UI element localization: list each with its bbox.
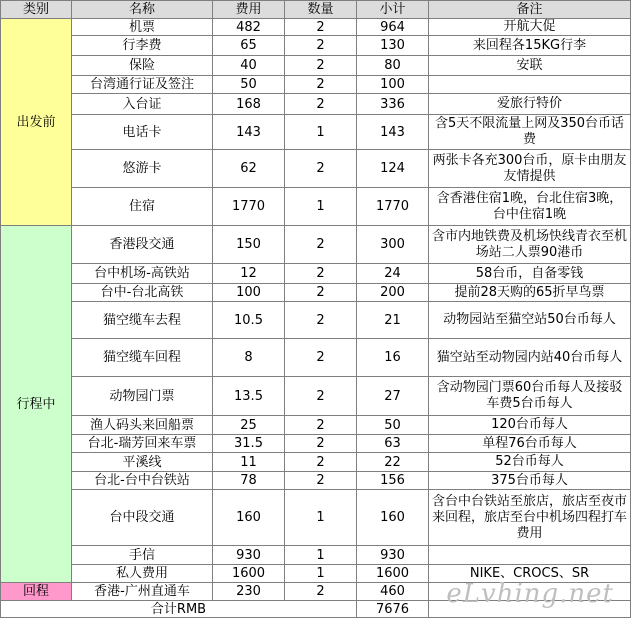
table-row — [1, 302, 631, 339]
row-qty: 2 — [285, 264, 357, 284]
row-name: 动物园门票 — [72, 377, 213, 416]
category-depart: 出发前 — [1, 19, 72, 226]
row-note: 动物园站至猫空站50台币每人 — [429, 302, 631, 339]
row-name: 香港-广州直通车 — [72, 583, 213, 601]
row-note: 120台币每人 — [429, 416, 631, 435]
row-qty: 2 — [285, 284, 357, 302]
row-cost: 25 — [213, 416, 285, 435]
row-name: 电话卡 — [72, 115, 213, 150]
row-note: 提前28天购的65折早鸟票 — [429, 284, 631, 302]
row-name: 入台证 — [72, 94, 213, 115]
row-note: 开航大促 — [429, 19, 631, 36]
row-note: 58台币，自备零钱 — [429, 264, 631, 284]
row-cost: 482 — [213, 19, 285, 36]
row-cost: 31.5 — [213, 435, 285, 453]
row-subtotal: 200 — [357, 284, 429, 302]
row-subtotal: 460 — [357, 583, 429, 601]
row-subtotal: 100 — [357, 76, 429, 94]
table-row — [1, 416, 631, 435]
row-subtotal: 124 — [357, 150, 429, 188]
row-qty: 2 — [285, 56, 357, 76]
row-name: 台中机场-高铁站 — [72, 264, 213, 284]
row-qty: 2 — [285, 94, 357, 115]
row-name: 私人费用 — [72, 565, 213, 583]
row-subtotal: 27 — [357, 377, 429, 416]
row-cost: 62 — [213, 150, 285, 188]
row-name: 保险 — [72, 56, 213, 76]
row-cost: 50 — [213, 76, 285, 94]
row-qty: 2 — [285, 435, 357, 453]
table-row — [1, 115, 631, 150]
row-cost: 143 — [213, 115, 285, 150]
row-note: NIKE、CROCS、SR — [429, 565, 631, 583]
row-cost: 1770 — [213, 188, 285, 226]
row-qty: 2 — [285, 76, 357, 94]
row-qty: 2 — [285, 416, 357, 435]
row-cost: 10.5 — [213, 302, 285, 339]
row-subtotal: 80 — [357, 56, 429, 76]
total-row — [1, 601, 631, 618]
row-note: 含台中台铁站至旅店，旅店至夜市来回程，旅店至台中机场四程打车费用 — [429, 490, 631, 546]
row-name: 平溪线 — [72, 453, 213, 472]
row-qty: 1 — [285, 546, 357, 565]
table-row — [1, 188, 631, 226]
row-qty: 1 — [285, 565, 357, 583]
total-note-empty — [429, 601, 631, 618]
row-cost: 1600 — [213, 565, 285, 583]
total-label: 合计RMB — [1, 601, 357, 618]
table-row — [1, 56, 631, 76]
row-cost: 168 — [213, 94, 285, 115]
table-row — [1, 377, 631, 416]
row-cost: 230 — [213, 583, 285, 601]
row-qty: 2 — [285, 36, 357, 56]
table-row — [1, 453, 631, 472]
row-qty: 1 — [285, 115, 357, 150]
table-row — [1, 36, 631, 56]
category-trip: 行程中 — [1, 226, 72, 583]
row-name: 香港段交通 — [72, 226, 213, 264]
row-name: 手信 — [72, 546, 213, 565]
row-subtotal: 143 — [357, 115, 429, 150]
total-value: 7676 — [357, 601, 429, 618]
row-cost: 100 — [213, 284, 285, 302]
row-qty: 1 — [285, 188, 357, 226]
row-subtotal: 336 — [357, 94, 429, 115]
row-note: 猫空站至动物园内站40台币每人 — [429, 339, 631, 377]
header-cost: 费用 — [213, 1, 285, 19]
row-cost: 13.5 — [213, 377, 285, 416]
row-note — [429, 583, 631, 601]
row-cost: 12 — [213, 264, 285, 284]
row-note: 安联 — [429, 56, 631, 76]
row-subtotal: 156 — [357, 472, 429, 490]
row-name: 猫空缆车回程 — [72, 339, 213, 377]
row-cost: 40 — [213, 56, 285, 76]
row-subtotal: 22 — [357, 453, 429, 472]
row-name: 台北-瑞芳回来车票 — [72, 435, 213, 453]
row-subtotal: 1770 — [357, 188, 429, 226]
row-note: 52台币每人 — [429, 453, 631, 472]
table-row — [1, 490, 631, 546]
row-qty: 2 — [285, 339, 357, 377]
row-name: 台湾通行证及签注 — [72, 76, 213, 94]
row-subtotal: 160 — [357, 490, 429, 546]
category-return: 回程 — [1, 583, 72, 601]
row-note: 375台币每人 — [429, 472, 631, 490]
row-subtotal: 1600 — [357, 565, 429, 583]
header-note: 备注 — [429, 1, 631, 19]
row-cost: 11 — [213, 453, 285, 472]
row-name: 渔人码头来回船票 — [72, 416, 213, 435]
row-cost: 150 — [213, 226, 285, 264]
row-qty: 2 — [285, 226, 357, 264]
table-row — [1, 76, 631, 94]
row-subtotal: 300 — [357, 226, 429, 264]
row-qty: 2 — [285, 583, 357, 601]
row-note — [429, 76, 631, 94]
table-row — [1, 583, 631, 601]
row-subtotal: 964 — [357, 19, 429, 36]
row-subtotal: 930 — [357, 546, 429, 565]
table-row — [1, 472, 631, 490]
row-qty: 2 — [285, 453, 357, 472]
table-row — [1, 546, 631, 565]
row-qty: 2 — [285, 19, 357, 36]
table-row — [1, 19, 631, 36]
header-row — [1, 1, 631, 19]
row-name: 台中-台北高铁 — [72, 284, 213, 302]
row-name: 台中段交通 — [72, 490, 213, 546]
row-note — [429, 546, 631, 565]
row-qty: 2 — [285, 302, 357, 339]
row-subtotal: 24 — [357, 264, 429, 284]
row-name: 机票 — [72, 19, 213, 36]
row-note: 含动物园门票60台币每人及接驳车费5台币每人 — [429, 377, 631, 416]
table-row — [1, 264, 631, 284]
header-category: 类别 — [1, 1, 72, 19]
header-subtotal: 小计 — [357, 1, 429, 19]
row-note: 来回程各15KG行李 — [429, 36, 631, 56]
row-note: 含5天不限流量上网及350台币话费 — [429, 115, 631, 150]
row-note: 含市内地铁费及机场快线青衣至机场站二人票90港币 — [429, 226, 631, 264]
header-name: 名称 — [72, 1, 213, 19]
table-row — [1, 339, 631, 377]
row-name: 住宿 — [72, 188, 213, 226]
row-note: 爱旅行特价 — [429, 94, 631, 115]
table-row — [1, 565, 631, 583]
table-row — [1, 226, 631, 264]
row-subtotal: 21 — [357, 302, 429, 339]
row-qty: 2 — [285, 150, 357, 188]
header-qty: 数量 — [285, 1, 357, 19]
row-cost: 65 — [213, 36, 285, 56]
row-note: 两张卡各充300台币，原卡由朋友友情提供 — [429, 150, 631, 188]
row-cost: 160 — [213, 490, 285, 546]
row-cost: 8 — [213, 339, 285, 377]
row-cost: 930 — [213, 546, 285, 565]
table-row — [1, 150, 631, 188]
row-subtotal: 63 — [357, 435, 429, 453]
row-subtotal: 16 — [357, 339, 429, 377]
row-cost: 78 — [213, 472, 285, 490]
row-note: 含香港住宿1晚，台北住宿3晚，台中住宿1晚 — [429, 188, 631, 226]
row-qty: 2 — [285, 377, 357, 416]
row-name: 猫空缆车去程 — [72, 302, 213, 339]
row-qty: 1 — [285, 490, 357, 546]
row-name: 悠游卡 — [72, 150, 213, 188]
row-name: 行李费 — [72, 36, 213, 56]
row-qty: 2 — [285, 472, 357, 490]
table-row — [1, 284, 631, 302]
watermark-text: eLvhing.net — [446, 579, 614, 609]
row-subtotal: 50 — [357, 416, 429, 435]
table-row — [1, 94, 631, 115]
row-subtotal: 130 — [357, 36, 429, 56]
row-name: 台北-台中台铁站 — [72, 472, 213, 490]
table-row — [1, 435, 631, 453]
row-note: 单程76台币每人 — [429, 435, 631, 453]
